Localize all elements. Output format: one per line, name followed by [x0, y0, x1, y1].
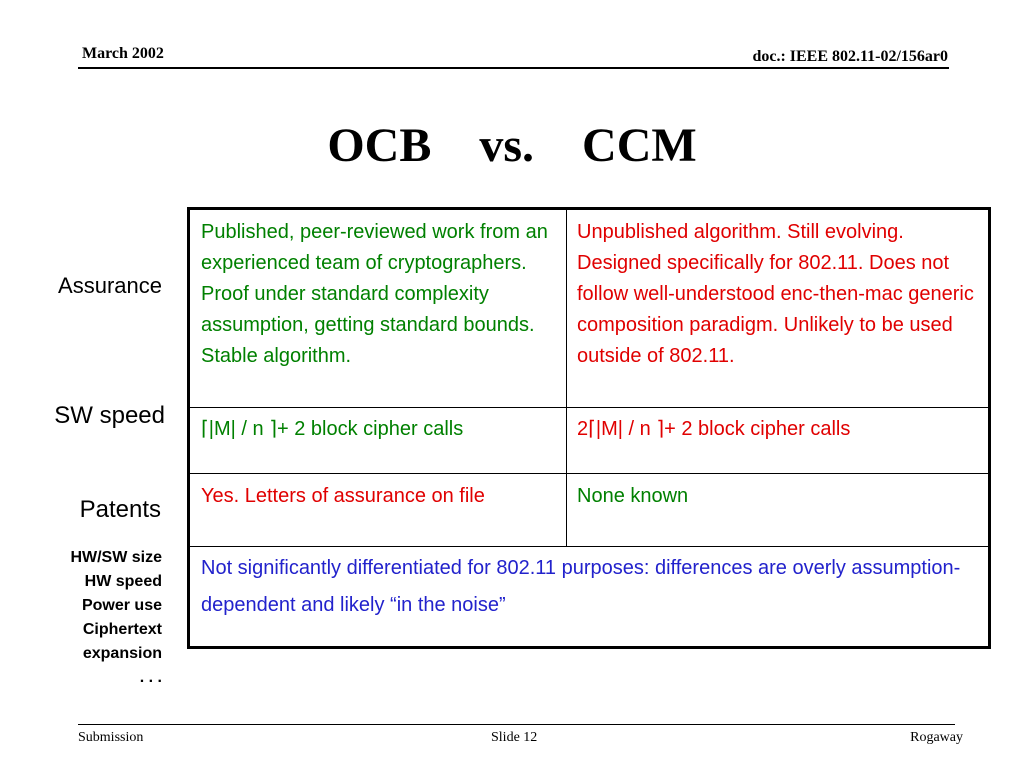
footer-submission: Submission [78, 730, 144, 745]
row-label-ciphertext: Ciphertext [82, 621, 162, 638]
header-date: March 2002 [82, 45, 164, 62]
row-label-assurance: Assurance [58, 273, 162, 298]
row-divider-1 [190, 407, 988, 408]
cell-sw-speed-ocb: ⌈|M| / n ⌉+ 2 block cipher calls [201, 418, 464, 440]
row-divider-2 [190, 473, 988, 474]
cell-assurance-ocb: Published, peer-reviewed work from an experienced team of cryptographers. Proof under standard complexity assumption, getting standard bounds. Stable algorithm. [201, 221, 548, 367]
cell-patents-ocb: Yes. Letters of assurance on file [201, 485, 485, 507]
cell-patents-ccm: None known [577, 485, 689, 507]
row-label-other-criteria [70, 546, 162, 690]
row-label-power-use: Power use [81, 597, 162, 614]
row-label-sw-speed: SW speed [54, 402, 165, 429]
header-rule [78, 67, 949, 69]
row-label-patents: Patents [79, 496, 161, 523]
footer-author: Rogaway [910, 730, 963, 745]
row-label-ellipsis: . . . [139, 669, 162, 686]
row-label-expansion: expansion [82, 645, 162, 662]
row-divider-3 [190, 546, 988, 547]
footer-slide-number: Slide 12 [491, 730, 538, 745]
slide-title: OCB vs. CCM [327, 119, 697, 172]
cell-other-merged: Not significantly differentiated for 802.11 purposes: differences are overly assumption-dependent and likely “in the noise” [201, 557, 961, 616]
footer-rule [78, 724, 955, 725]
cell-assurance-ccm: Unpublished algorithm. Still evolving. Designed specifically for 802.11. Does not follow well-understood enc-then-mac generic composition paradigm. Unlikely to be used outside of 802.11. [577, 221, 974, 367]
comparison-table [187, 207, 991, 649]
header-doc-id: doc.: IEEE 802.11-02/156ar0 [752, 48, 948, 65]
row-label-hw-speed: HW speed [84, 573, 162, 590]
cell-sw-speed-ccm: 2⌈|M| / n ⌉+ 2 block cipher calls [577, 418, 851, 440]
column-divider [566, 210, 567, 546]
row-label-hw-sw-size: HW/SW size [70, 549, 162, 566]
